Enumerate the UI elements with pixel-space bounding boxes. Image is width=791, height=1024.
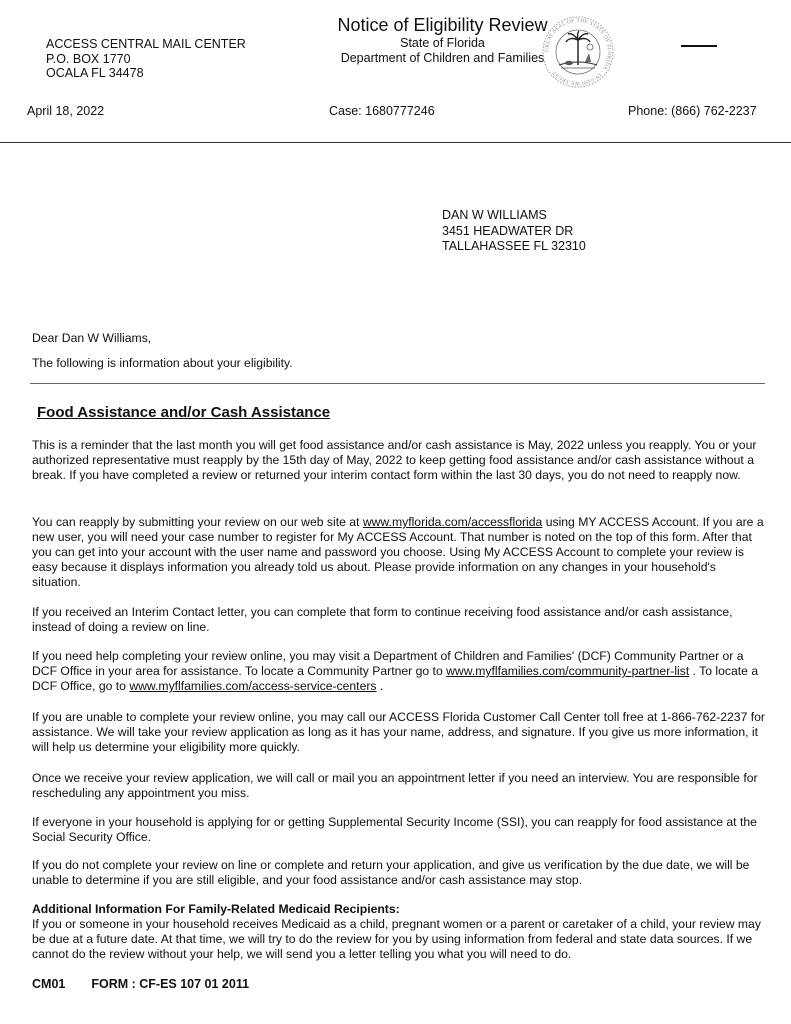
phone-number: Phone: (866) 762-2237 [628,104,757,118]
reapply-online-paragraph [32,515,767,590]
help-paragraph [32,649,767,694]
section-title: Food Assistance and/or Cash Assistance [37,404,331,421]
due-date-paragraph: If you do not complete your review on line or complete and return your application, and give us verification by the due date, we will be unable to determine if you are still eligible, and your food assistance and/or cash assistance may stop. [32,858,750,887]
community-partner-link[interactable]: www.myflfamilies.com/community-partner-list [446,664,690,678]
seal-text: GREAT SEAL OF THE STATE OF FLORIDA - IN GOD WE TRUST [543,17,613,87]
form-code: CM01 [32,977,66,991]
sender-line-2: P.O. BOX 1770 [46,51,131,66]
interim-contact-paragraph: If you received an Interim Contact letter, you can complete that form to continue receiving food assistance and/or cash assistance, instead of doing a review on line. [32,605,733,634]
help-text-end: . [376,679,384,693]
medicaid-heading: Additional Information For Family-Related Medicaid Recipients: [32,902,400,916]
reapply-text-start: You can reapply by submitting your review on our web site at [32,515,363,529]
separator-dash [681,45,717,47]
sender-line-1: ACCESS CENTRAL MAIL CENTER [46,37,246,51]
recipient-city: TALLAHASSEE FL 32310 [442,239,586,253]
reapply-text-end: using MY ACCESS Account. If you are a new user, you will need your case number to register for My ACCESS Account. That number is noted on the top of this form. After that you can get into your account with the user name and password you choose. Using My ACCESS Account to complete your review is easy because it displays information you already told us about. Please provide information on any changes in your household's situation. [32,515,764,589]
access-service-centers-link[interactable]: www.myflfamilies.com/access-service-centers [129,679,377,693]
intro-text: The following is information about your eligibility. [32,356,293,370]
reminder-paragraph: This is a reminder that the last month you will get food assistance and/or cash assistance is May, 2022 unless you reapply. You or your authorized representative must reapply by the 15th day of May, 2022 to keep getting food assistance and/or cash assistance without a break. If you have completed a review or returned your interim contact form within the last 30 days, you do not need to reapply now. [32,438,757,482]
form-footer [32,977,275,991]
state-name: State of Florida [400,36,485,50]
recipient-name: DAN W WILLIAMS [442,208,547,222]
accessflorida-link[interactable]: www.myflorida.com/accessflorida [362,515,543,529]
interview-paragraph: Once we receive your review application, we will call or mail you an appointment letter if you need an interview. You are responsible for rescheduling any appointment you miss. [32,771,758,800]
department-name: Department of Children and Families [340,51,545,65]
help-text-start: If you need help completing your review online, you may visit a Department of Children and Families' (DCF) Community Partner or a DCF Office in your area for assistance. To locate a Community Partner go to [32,649,744,678]
form-number: FORM : CF-ES 107 01 2011 [91,977,250,991]
sender-line-3: OCALA FL 34478 [46,66,144,80]
notice-date: April 18, 2022 [27,104,105,118]
header-rule [0,142,791,143]
florida-seal-icon [541,15,615,89]
sender-address [46,37,246,81]
help-text-middle: . To locate a DCF Office, go to [32,664,759,693]
notice-title: Notice of Eligibility Review [337,15,548,35]
recipient-street: 3451 HEADWATER DR [442,223,574,238]
call-center-paragraph: If you are unable to complete your review online, you may call our ACCESS Florida Customer Call Center toll free at 1-866-762-2237 for assistance. We will take your review application as long as it has your name, address, and signature. If you give us more information, it will help us determine your eligibility more quickly. [32,710,765,754]
medicaid-paragraph: If you or someone in your household receives Medicaid as a child, pregnant women or a parent or caretaker of a child, your review may be due at a future date. At that time, we will try to do the review for you by using information from federal and state data sources. If we cannot do the review without your help, we will send you a letter telling you what you will need to do. [32,917,761,961]
section-rule [30,383,765,384]
ssi-paragraph: If everyone in your household is applying for or getting Supplemental Security Income (SSI), you can reapply for food assistance at the Social Security Office. [32,815,757,844]
recipient-address [442,208,586,255]
case-number: Case: 1680777246 [329,104,435,118]
salutation: Dear Dan W Williams, [32,331,152,345]
